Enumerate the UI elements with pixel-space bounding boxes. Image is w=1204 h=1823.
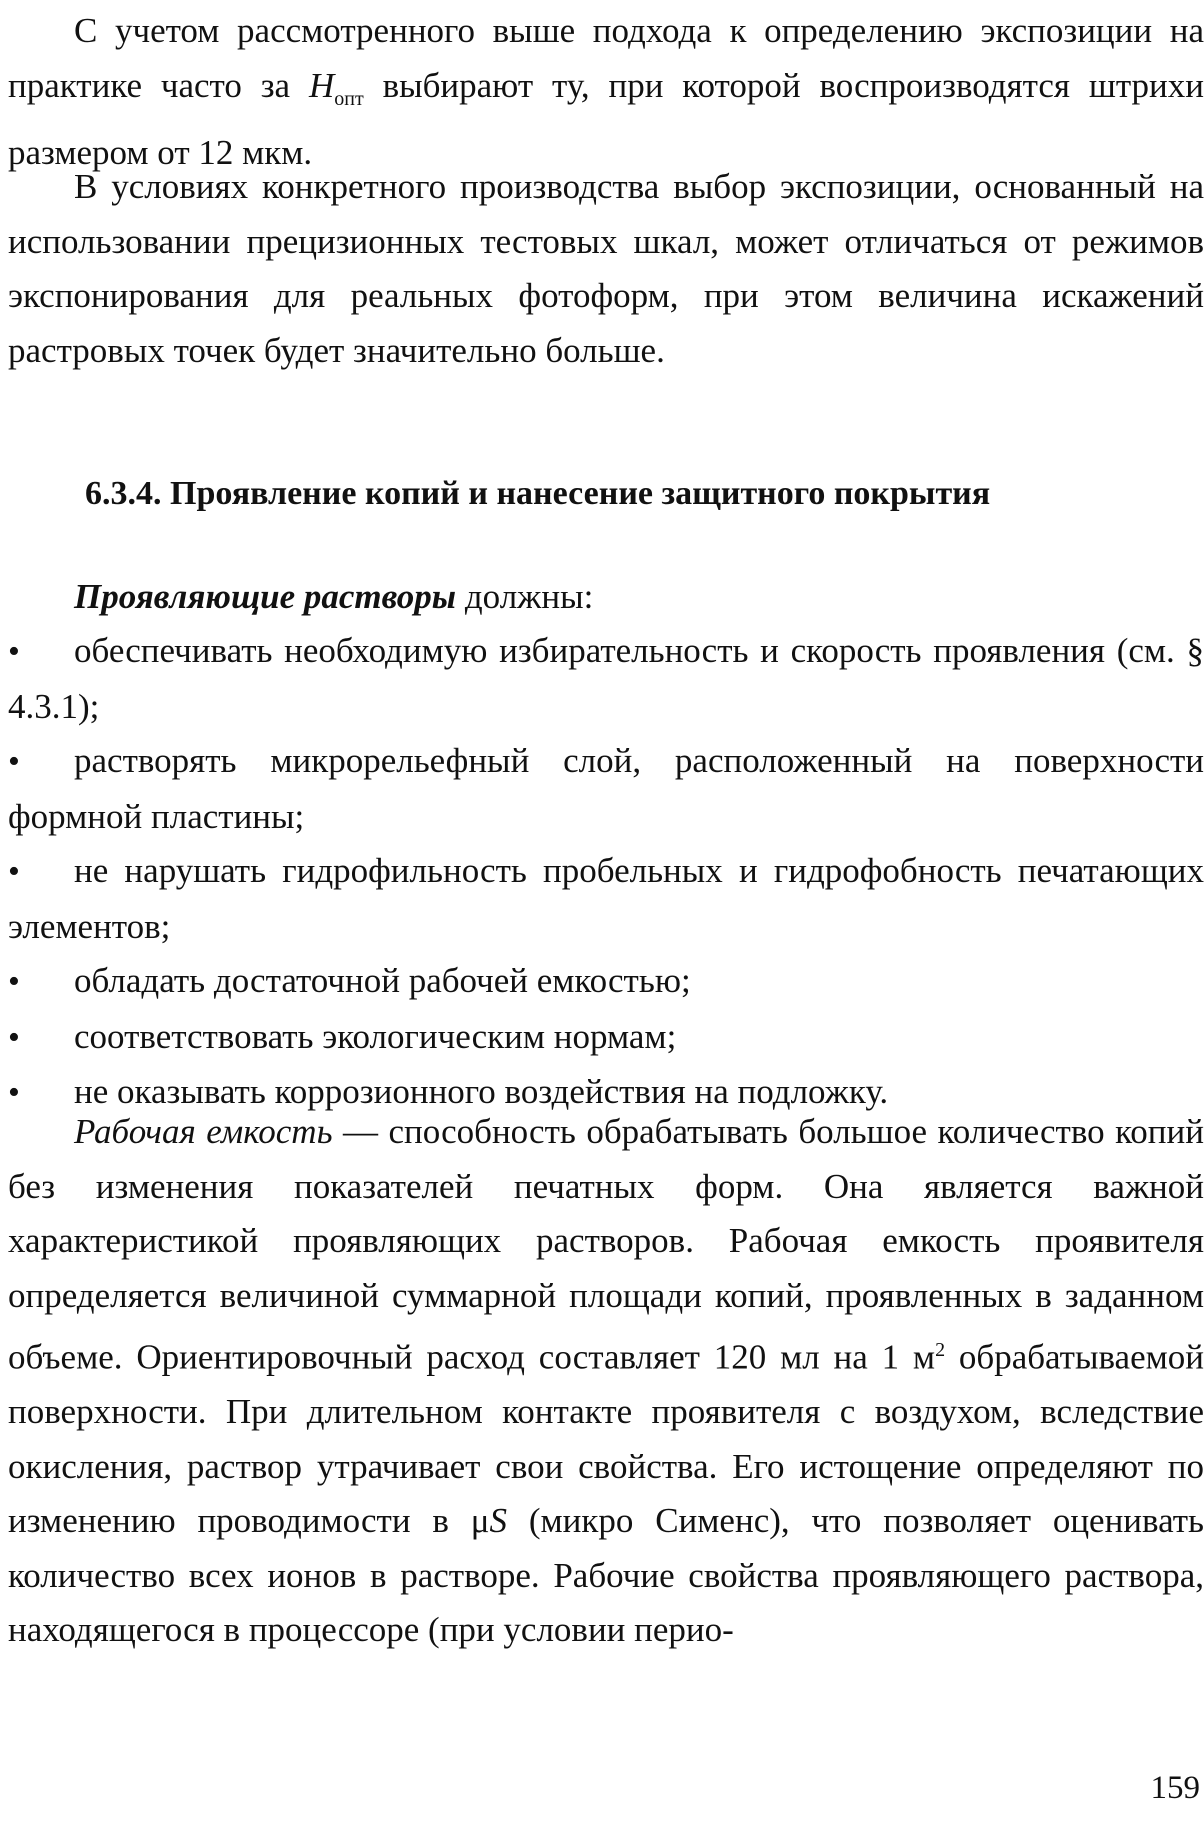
paragraph-production [8,160,1204,378]
capacity-term: Рабочая емкость [74,1112,333,1151]
paragraph-exposure-after: выбирают ту, при которой воспроизводятся штрихи размером от 12 мкм. [8,65,1204,172]
micro-symbol: μ [470,1501,490,1541]
developers-intro [8,570,1204,625]
list-item: • соответствовать экологическим нормам; [8,1010,1204,1066]
capacity-part2: обрабатываемой поверхности. При длительном контакте проявителя с воздухом, вследствие окисления, раствор утрачивает свои свойства. Его истощение определяют по изменению проводимости в [8,1337,1204,1541]
list-item: • растворять микрорельефный слой, расположенный на поверхности формной пластины; [8,734,1204,844]
list-item: • обеспечивать необходимую избирательность и скорость проявления (см. § 4.3.1); [8,624,1204,734]
page-number: 159 [1150,1770,1200,1806]
paragraph-exposure [8,4,1204,181]
list-item: • обладать достаточной рабочей емкостью; [8,954,1204,1010]
list-item: • не нарушать гидрофильность пробельных и гидрофобность печатающих элементов; [8,844,1204,954]
capacity-part1: — способность обрабатывать большое количество копий без изменения показателей печатных форм. Она является важной характеристикой проявляющих растворов. Рабочая емкость проявителя определяется величиной суммарной площади копий, проявленных в заданном объеме. Ориентировочный расход составляет 120 мл на 1 м [8,1112,1204,1377]
square-superscript: 2 [935,1339,946,1361]
bullet-icon: • [8,1074,20,1111]
bullet-icon: • [8,633,20,670]
bullet-icon: • [8,743,20,780]
h-symbol: H [308,65,335,105]
paragraph-exposure-before: С учетом рассмотренного выше подхода к определению экспозиции на практике часто за [8,11,1204,105]
section-heading: 6.3.4. Проявление копий и нанесение защитного покрытия [85,475,991,512]
list-item: • не оказывать коррозионного воздействия на подложку. [8,1065,1204,1121]
developers-intro-rest: должны: [456,577,594,616]
capacity-part3: (микро Сименс), что позволяет оценивать количество всех ионов в растворе. Рабочие свойства проявляющего раствора, находящегося в процессоре (при условии перио- [8,1501,1204,1650]
h-subscript: опт [334,87,364,110]
requirements-list [8,624,1204,1121]
siemens-symbol: S [489,1501,508,1541]
bullet-icon: • [8,963,20,1000]
bullet-icon: • [8,1018,20,1056]
developers-term: Проявляющие растворы [74,577,457,616]
paragraph-production-text: В условиях конкретного производства выбор экспозиции, основанный на использовании прецизионных тестовых шкал, может отличаться от режимов экспонирования для реальных фотоформ, при этом величина искажений растровых точек будет значительно больше. [8,167,1204,370]
bullet-icon: • [8,853,20,890]
paragraph-capacity [8,1105,1204,1658]
